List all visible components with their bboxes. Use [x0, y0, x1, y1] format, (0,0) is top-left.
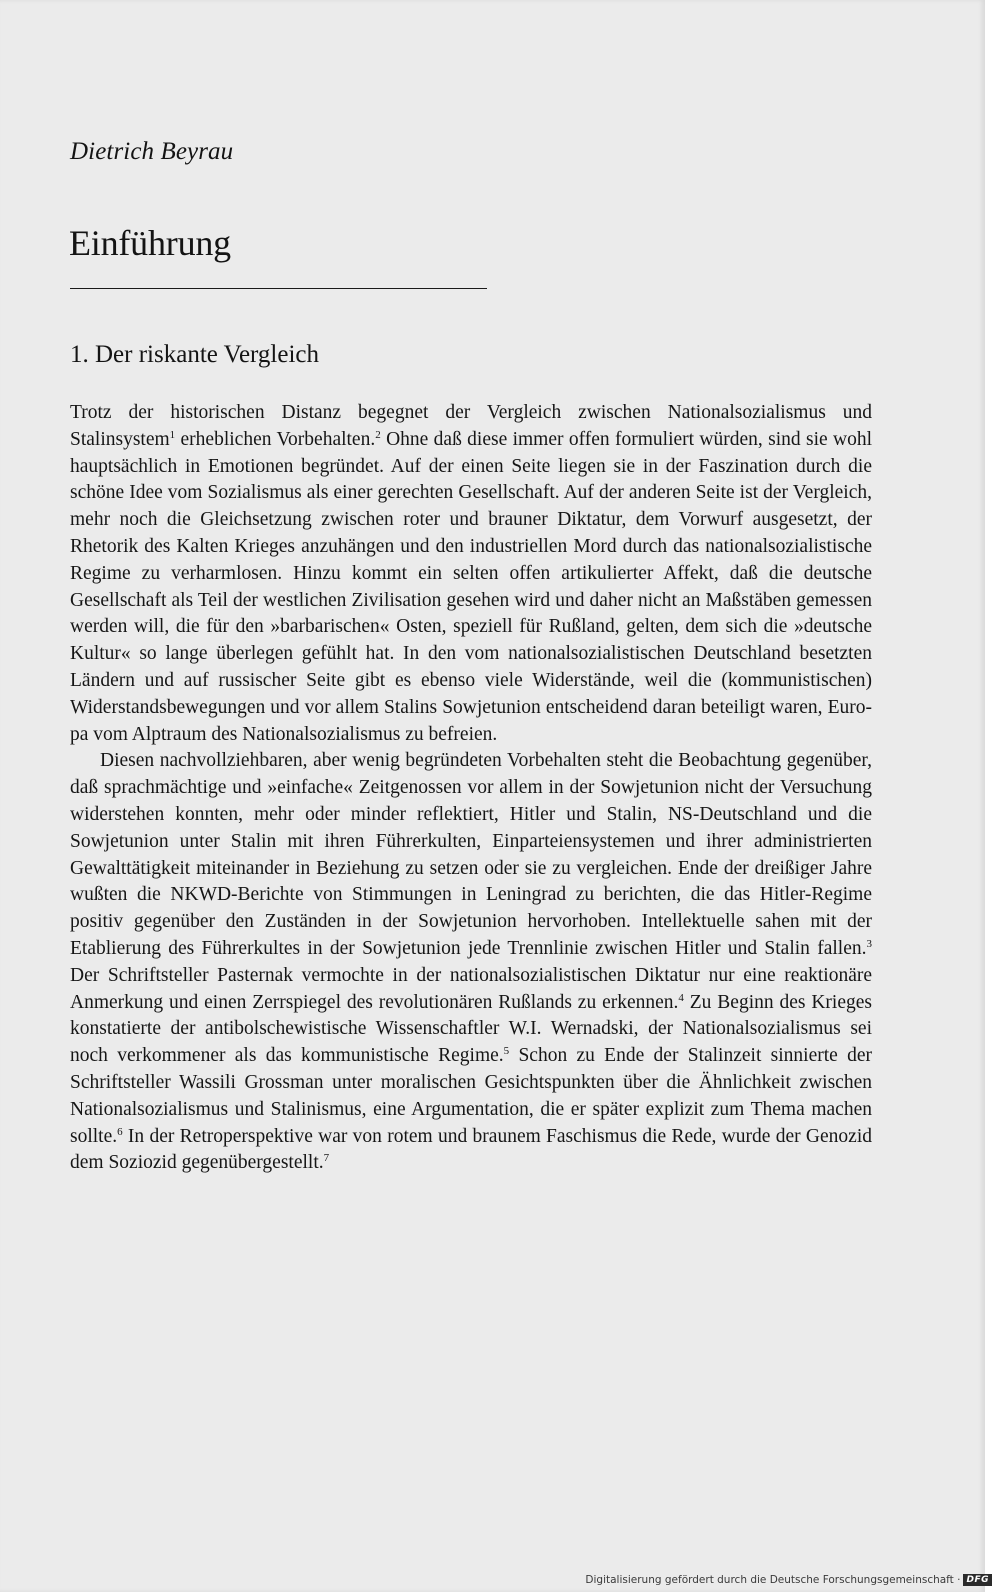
- dfg-logo: DFG: [963, 1574, 992, 1586]
- text-run: erheblichen Vorbehalten.: [175, 428, 376, 450]
- chapter-title: Einführung: [69, 223, 231, 263]
- text-run: Trotz der historischen Distanz begegnet der Vergleich zwischen Nationalsozialismus und Stalinsystem: [70, 402, 872, 450]
- footer-text: Digitalisierung gefördert durch die Deutsche Forschungsgemeinschaft ·: [585, 1574, 961, 1586]
- digitization-footer: [585, 1574, 992, 1586]
- paragraph-2: [70, 748, 872, 1177]
- footnote-marker[interactable]: 2: [375, 428, 381, 441]
- text-run: Ohne daß diese immer offen formuliert würden, sind sie wohl hauptsächlich in Emotionen begründet. Auf der einen Seite liegen sie in der Faszination durch die schöne Idee vom Sozialismus als einer gerechten Gesellschaft. Auf der anderen Seite ist der Vergleich, mehr noch die Gleichsetzung zwischen roter und brauner Diktatur, dem Vorwurf ausgesetzt, der Rhetorik des Kalten Krieges anzuhängen und den industriellen Mord durch das nationalsozialistische Regime zu verharmlosen. Hinzu kommt ein selten offen artikulierter Affekt, daß die deutsche Gesellschaft als Teil der westlichen Zivilisation gesehen wird und daher nicht an Maßstäben gemessen werden will, die für den »barbarischen« Osten, speziell für Rußland, gelten, dem sich die »deutsche Kultur« so lange überlegen gefühlt hat. In den vom nationalsozialistischen Deutschland besetzten Ländern und auf russischer Seite gibt es ebenso viele Widerstände, weil die (kommunistischen) Widerstandsbewegungen und vor allem Stalins Sowjetunion entscheidend daran beteiligt waren, Europa vom Alptraum des Nationalsozialismus zu befreien.: [70, 428, 872, 745]
- footnote-marker[interactable]: 3: [866, 937, 872, 950]
- footnote-marker[interactable]: 1: [169, 428, 176, 441]
- paragraph-1: [70, 400, 872, 748]
- section-heading: 1. Der riskante Vergleich: [70, 341, 319, 368]
- title-divider: [70, 288, 487, 289]
- text-run: In der Retroperspektive war von rotem und braunem Faschismus die Rede, wurde der Genozid dem Soziozid gegenübergestellt.: [70, 1125, 872, 1174]
- text-run: Zu Beginn des Krieges konstatierte der antibolschewistische Wissenschaftler W.I. Wernadski, der Nationalsozialismus sei noch verkommener als das kommunistische Regime.: [70, 991, 872, 1067]
- footnote-marker[interactable]: 7: [323, 1152, 330, 1165]
- body-text: [70, 400, 872, 1177]
- text-run: Diesen nachvollziehbaren, aber wenig begründeten Vorbehalten steht die Beobachtung gegenüber, daß sprachmächtige und »einfache« Zeitgenossen vor allem in der Sowjetunion nicht der Versuchung widerstehen konnten, mehr oder minder reflektiert, Hitler und Stalin, NS-Deutschland und die Sowjetunion unter Stalin mit ihren Führerkulten, Einparteiensystemen und ihrer administrierten Gewalttätigkeit miteinander in Beziehung zu setzen oder sie zu vergleichen. Ende der dreißiger Jahre wußten die NKWD-Berichte von Stimmungen in Leningrad zu berichten, die das Hitler-Regime positiv gegenüber den Zuständen in der Sowjetunion hervorhoben. Intellektuelle sahen mit der Etablierung des Führerkultes in der Sowjetunion jede Trennlinie zwischen Hitler und Stalin fallen.: [70, 750, 872, 959]
- footnote-marker[interactable]: 5: [503, 1045, 510, 1058]
- text-run: Der Schriftsteller Pasternak vermochte in der nationalsozialistischen Diktatur nur eine reaktionäre Anmerkung und einen Zerrspiegel des revolutionären Rußlands zu erkennen.: [70, 964, 872, 1013]
- text-run: Schon zu Ende der Stalinzeit sinnierte der Schriftsteller Wassili Grossman unter moralischen Gesichtspunkten über die Ähnlichkeit zwischen Nationalsozialismus und Stalinismus, eine Argumentation, die er später explizit zum Thema machen sollte.: [70, 1045, 872, 1147]
- author-name: Dietrich Beyrau: [70, 138, 234, 165]
- footnote-marker[interactable]: 4: [678, 991, 684, 1004]
- footnote-marker[interactable]: 6: [117, 1125, 123, 1138]
